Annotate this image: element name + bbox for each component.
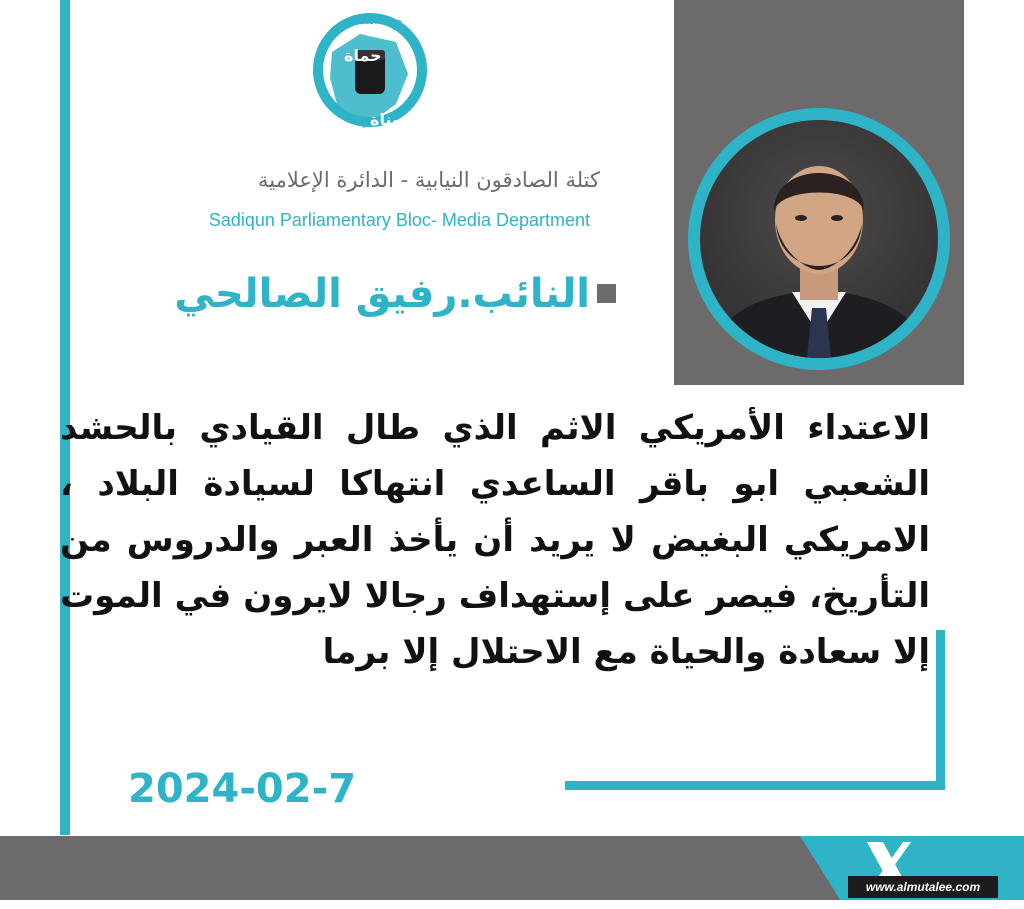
site-url: www.almutalee.com [848,876,998,898]
statement-text: الاعتداء الأمريكي الاثم الذي طال القيادي بالحشد الشعبي ابو باقر الساعدي انتهاكا لسيادة البلاد ، الامريكي البغيض لا يريد أن يأخذ العبر والدروس من التأريخ، فيصر على إستهداف رجالا لايرون في الموت إلا سعادة والحياة مع الاحتلال إلا برما [60,408,930,672]
logo-bottom-word: بناة [370,110,398,129]
organization-name-ar: كتلة الصادقون النيابية - الدائرة الإعلامية [258,168,600,192]
logo-arc-text: حركة الصادقون [338,16,403,27]
statement-date: 2024-02-7 [128,766,357,812]
logo-top-word: حماة [344,46,382,65]
mp-name: النائب.رفيق الصالحي [174,271,590,317]
organization-name-en: Sadiqun Parliamentary Bloc- Media Department [208,210,590,230]
frame-right-bar [936,630,945,790]
mp-portrait [700,120,938,358]
person-silhouette-icon [700,120,938,358]
bloc-logo [300,12,440,142]
title-bullet-icon [597,284,616,303]
frame-bottom-line [565,781,945,790]
